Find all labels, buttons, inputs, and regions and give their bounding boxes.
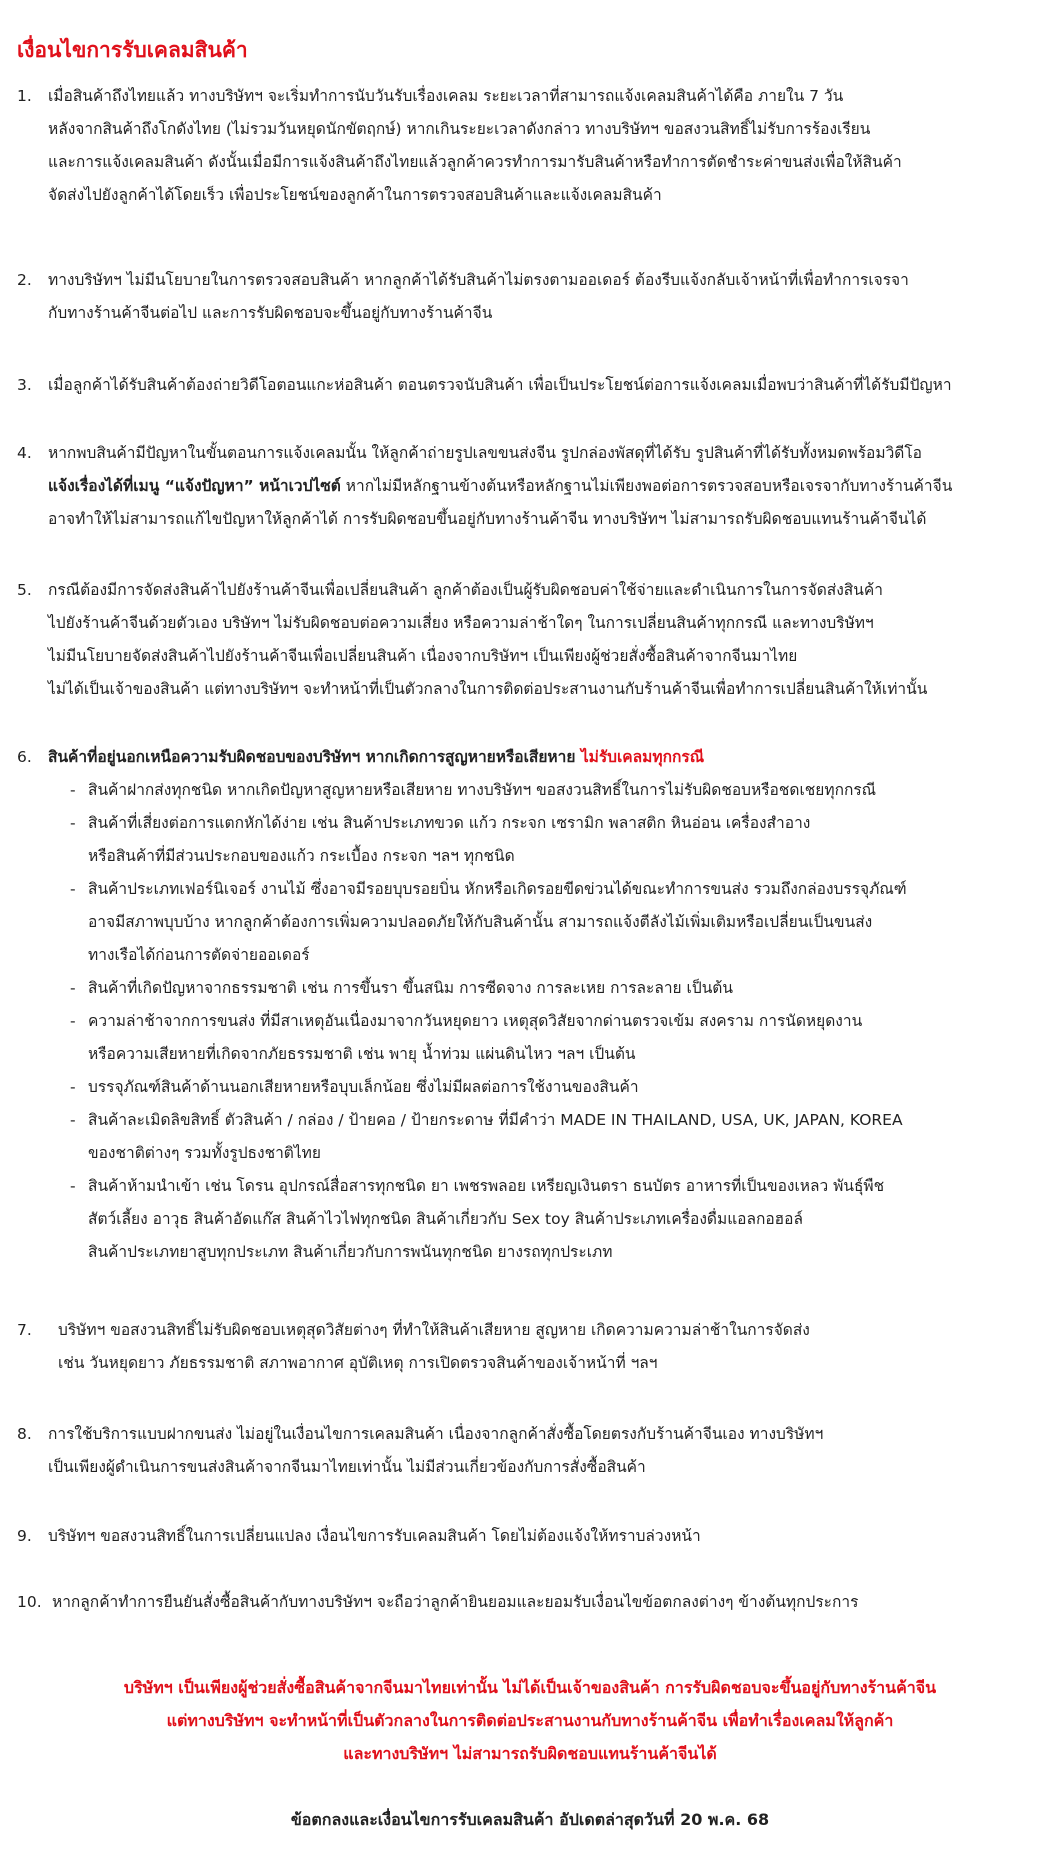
- sub-text-line: อาจมีสภาพบุบบ้าง หากลูกค้าต้องการเพิ่มความปลอดภัยให้กับสินค้านั้น สามารถแจ้งตีลังไม้เพิ่มเติมหรือเปลี่ยนเป็นขนส่ง: [88, 913, 873, 931]
- item-text-line: อาจทำให้ไม่สามารถแก้ไขปัญหาให้ลูกค้าได้ การรับผิดชอบขึ้นอยู่กับทางร้านค้าจีน ทางบริษัทฯ ไม่สามารถรับผิดชอบแทนร้านค้าจีนได้: [48, 510, 927, 528]
- item-text-line: การใช้บริการแบบฝากขนส่ง ไม่อยู่ในเงื่อนไขการเคลมสินค้า เนื่องจากลูกค้าสั่งซื้อโดยตรงกับร้านค้าจีนเอง ทางบริษัทฯ: [48, 1425, 824, 1443]
- list-item: [70, 774, 1055, 807]
- item-number: 3.: [17, 376, 32, 394]
- item-text-line: บริษัทฯ ขอสงวนสิทธิ์ไม่รับผิดชอบเหตุสุดวิสัยต่างๆ ที่ทำให้สินค้าเสียหาย สูญหาย เกิดความความล่าช้าในการจัดส่ง: [58, 1321, 810, 1339]
- disclaimer-line: บริษัทฯ เป็นเพียงผู้ช่วยสั่งซื้อสินค้าจากจีนมาไทยเท่านั้น ไม่ได้เป็นเจ้าของสินค้า การรับผิดชอบจะขึ้นอยู่กับทางร้านค้าจีน: [123, 1678, 937, 1697]
- list-item: [70, 873, 1055, 972]
- sub-text-line: สินค้าฝากส่งทุกชนิด หากเกิดปัญหาสูญหายหรือเสียหาย ทางบริษัทฯ ขอสงวนสิทธิ์ในการไม่รับผิดชอบหรือชดเชยทุกกรณี: [88, 781, 877, 799]
- sub-text-line: สินค้าที่เสี่ยงต่อการแตกหักได้ง่าย เช่น สินค้าประเภทขวด แก้ว กระจก เซรามิก พลาสติก หินอ่อน เครื่องสำอาง: [88, 814, 811, 832]
- dash-bullet: -: [70, 1078, 76, 1096]
- page-title: เงื่อนไขการรับเคลมสินค้า: [17, 38, 248, 62]
- item-number: 9.: [17, 1527, 32, 1545]
- dash-bullet: -: [70, 781, 76, 799]
- disclaimer-line: แต่ทางบริษัทฯ จะทำหน้าที่เป็นตัวกลางในการติดต่อประสานงานกับทางร้านค้าจีน เพื่อทำเรื่องเคลมให้ลูกค้า: [166, 1711, 894, 1730]
- item-number: 5.: [17, 581, 32, 599]
- list-item: [70, 972, 1055, 1005]
- sub-text-line: หรือสินค้าที่มีส่วนประกอบของแก้ว กระเบื้อง กระจก ฯลฯ ทุกชนิด: [88, 847, 515, 865]
- sub-text-line: บรรจุภัณฑ์สินค้าด้านนอกเสียหายหรือบุบเล็กน้อย ซึ่งไม่มีผลต่อการใช้งานของสินค้า: [88, 1078, 639, 1096]
- item-number: 2.: [17, 271, 32, 289]
- item-number: 4.: [17, 444, 32, 462]
- item-text-line: ไม่มีนโยบายจัดส่งสินค้าไปยังร้านค้าจีนเพื่อเปลี่ยนสินค้า เนื่องจากบริษัทฯ เป็นเพียงผู้ช่วยสั่งซื้อสินค้าจากจีนมาไทย: [48, 647, 798, 665]
- item-text-line: หากพบสินค้ามีปัญหาในขั้นตอนการแจ้งเคลมนั้น ให้ลูกค้าถ่ายรูปเลขขนส่งจีน รูปกล่องพัสดุที่ได้รับ รูปสินค้าที่ได้รับทั้งหมดพร้อมวิดีโอ: [48, 444, 922, 462]
- list-item: [70, 1005, 1055, 1071]
- dash-bullet: -: [70, 979, 76, 997]
- item-text-line: บริษัทฯ ขอสงวนสิทธิ์ในการเปลี่ยนแปลง เงื่อนไขการรับเคลมสินค้า โดยไม่ต้องแจ้งให้ทราบล่วงหน้า: [48, 1527, 701, 1545]
- disclaimer-notice: [0, 1671, 1060, 1770]
- report-menu-emphasis: แจ้งเรื่องได้ที่เมนู “แจ้งปัญหา” หน้าเวปไซต์: [48, 477, 341, 495]
- no-claim-warning: ไม่รับเคลมทุกกรณี: [580, 748, 705, 766]
- dash-bullet: -: [70, 880, 76, 898]
- item-text-line: จัดส่งไปยังลูกค้าได้โดยเร็ว เพื่อประโยชน์ของลูกค้าในการตรวจสอบสินค้าและแจ้งเคลมสินค้า: [48, 186, 662, 204]
- item-text-line: หากลูกค้าทำการยืนยันสั่งซื้อสินค้ากับทางบริษัทฯ จะถือว่าลูกค้ายินยอมและยอมรับเงื่อนไขข้อตกลงต่างๆ ข้างต้นทุกประการ: [52, 1593, 859, 1611]
- sub-text-line: สินค้าที่เกิดปัญหาจากธรรมชาติ เช่น การขึ้นรา ขึ้นสนิม การซีดจาง การละเหย การละลาย เป็นต้น: [88, 979, 733, 997]
- item-text-line: และการแจ้งเคลมสินค้า ดังนั้นเมื่อมีการแจ้งสินค้าถึงไทยแล้วลูกค้าควรทำการมารับสินค้าหรือทำการตัดชำระค่าขนส่งเพื่อให้สินค้า: [48, 153, 902, 171]
- sub-text-line: สัตว์เลี้ยง อาวุธ สินค้าอัดแก๊ส สินค้าไวไฟทุกชนิด สินค้าเกี่ยวกับ Sex toy สินค้าประเภทเครื่องดื่มแอลกอฮอล์: [88, 1210, 803, 1228]
- item-text-line: เมื่อลูกค้าได้รับสินค้าต้องถ่ายวิดีโอตอนแกะห่อสินค้า ตอนตรวจนับสินค้า เพื่อเป็นประโยชน์ต่อการแจ้งเคลมเมื่อพบว่าสินค้าที่ได้รับมีปัญหา: [48, 376, 952, 394]
- item-text-line: ทางบริษัทฯ ไม่มีนโยบายในการตรวจสอบสินค้า หากลูกค้าได้รับสินค้าไม่ตรงตามออเดอร์ ต้องรีบแจ้งกลับเจ้าหน้าที่เพื่อทำการเจรจา: [48, 271, 909, 289]
- item-number: 8.: [17, 1425, 32, 1443]
- item-text-line: เช่น วันหยุดยาว ภัยธรรมชาติ สภาพอากาศ อุบัติเหตุ การเปิดตรวจสินค้าของเจ้าหน้าที่ ฯลฯ: [58, 1354, 658, 1372]
- list-item: [70, 1170, 1055, 1269]
- disclaimer-line: และทางบริษัทฯ ไม่สามารถรับผิดชอบแทนร้านค้าจีนได้: [343, 1744, 717, 1763]
- item-number: 7.: [17, 1321, 32, 1339]
- item-number: 6.: [17, 748, 32, 766]
- item-text-rest: หากไม่มีหลักฐานข้างต้นหรือหลักฐานไม่เพียงพอต่อการตรวจสอบหรือเจรจากับทางร้านค้าจีน: [340, 477, 953, 495]
- dash-bullet: -: [70, 1012, 76, 1030]
- sub-text-line: สินค้าประเภทยาสูบทุกประเภท สินค้าเกี่ยวกับการพนันทุกชนิด ยางรถทุกประเภท: [88, 1243, 613, 1261]
- sub-text-line: หรือความเสียหายที่เกิดจากภัยธรรมชาติ เช่น พายุ น้ำท่วม แผ่นดินไหว ฯลฯ เป็นต้น: [88, 1045, 636, 1063]
- item-heading: [48, 741, 1053, 774]
- item-heading-text: สินค้าที่อยู่นอกเหนือความรับผิดชอบของบริษัทฯ หากเกิดการสูญหายหรือเสียหาย: [48, 748, 581, 766]
- dash-bullet: -: [70, 1177, 76, 1195]
- item-text-line: กับทางร้านค้าจีนต่อไป และการรับผิดชอบจะขึ้นอยู่กับทางร้านค้าจีน: [48, 304, 493, 322]
- item-text-line: ไปยังร้านค้าจีนด้วยตัวเอง บริษัทฯ ไม่รับผิดชอบต่อความเสี่ยง หรือความล่าช้าใดๆ ในการเปลี่ยนสินค้าทุกกรณี และทางบริษัทฯ: [48, 614, 874, 632]
- list-item: [70, 1104, 1055, 1170]
- item-text-line: หลังจากสินค้าถึงโกดังไทย (ไม่รวมวันหยุดนักขัตฤกษ์) หากเกินระยะเวลาดังกล่าว ทางบริษัทฯ ขอสงวนสิทธิ์ไม่รับการร้องเรียน: [48, 120, 871, 138]
- item-number: 1.: [17, 87, 32, 105]
- sub-text-line: สินค้าห้ามนำเข้า เช่น โดรน อุปกรณ์สื่อสารทุกชนิด ยา เพชรพลอย เหรียญเงินตรา ธนบัตร อาหารที่เป็นของเหลว พันธุ์พืช: [88, 1177, 885, 1195]
- item-text-line: [48, 470, 1053, 503]
- dash-bullet: -: [70, 814, 76, 832]
- dash-bullet: -: [70, 1111, 76, 1129]
- sub-text-line: ของชาติต่างๆ รวมทั้งรูปธงชาติไทย: [88, 1144, 321, 1162]
- list-item: [70, 1071, 1055, 1104]
- sub-text-line: สินค้าละเมิดลิขสิทธิ์ ตัวสินค้า / กล่อง / ป้ายคอ / ป้ายกระดาษ ที่มีคำว่า MADE IN THAILAND, USA, UK, JAPAN, KOREA: [88, 1111, 903, 1129]
- item-text-line: กรณีต้องมีการจัดส่งสินค้าไปยังร้านค้าจีนเพื่อเปลี่ยนสินค้า ลูกค้าต้องเป็นผู้รับผิดชอบค่าใช้จ่ายและดำเนินการในการจัดส่งสินค้า: [48, 581, 883, 599]
- sub-text-line: สินค้าประเภทเฟอร์นิเจอร์ งานไม้ ซึ่งอาจมีรอยบุบรอยบิ่น หักหรือเกิดรอยขีดข่วนได้ขณะทำการขนส่ง รวมถึงกล่องบรรจุภัณฑ์: [88, 880, 907, 898]
- sub-text-line: ความล่าช้าจากการขนส่ง ที่มีสาเหตุอันเนื่องมาจากวันหยุดยาว เหตุสุดวิสัยจากด่านตรวจเข้ม สงคราม การนัดหยุดงาน: [88, 1012, 863, 1030]
- item-text-line: เป็นเพียงผู้ดำเนินการขนส่งสินค้าจากจีนมาไทยเท่านั้น ไม่มีส่วนเกี่ยวข้องกับการสั่งซื้อสินค้า: [48, 1458, 646, 1476]
- list-item: [70, 807, 1055, 873]
- item-text-line: เมื่อสินค้าถึงไทยแล้ว ทางบริษัทฯ จะเริ่มทำการนับวันรับเรื่องเคลม ระยะเวลาที่สามารถแจ้งเคลมสินค้าได้คือ ภายใน 7 วัน: [48, 87, 844, 105]
- sub-text-line: ทางเรือได้ก่อนการตัดจ่ายออเดอร์: [88, 946, 310, 964]
- last-updated-note: ข้อตกลงและเงื่อนไขการรับเคลมสินค้า อัปเดตล่าสุดวันที่ 20 พ.ค. 68: [290, 1810, 770, 1829]
- item-number: 10.: [17, 1593, 42, 1611]
- excluded-items-list: [70, 774, 1055, 1269]
- item-text-line: ไม่ได้เป็นเจ้าของสินค้า แต่ทางบริษัทฯ จะทำหน้าที่เป็นตัวกลางในการติดต่อประสานงานกับร้านค้าจีนเพื่อทำการเปลี่ยนสินค้าให้เท่านั้น: [48, 680, 928, 698]
